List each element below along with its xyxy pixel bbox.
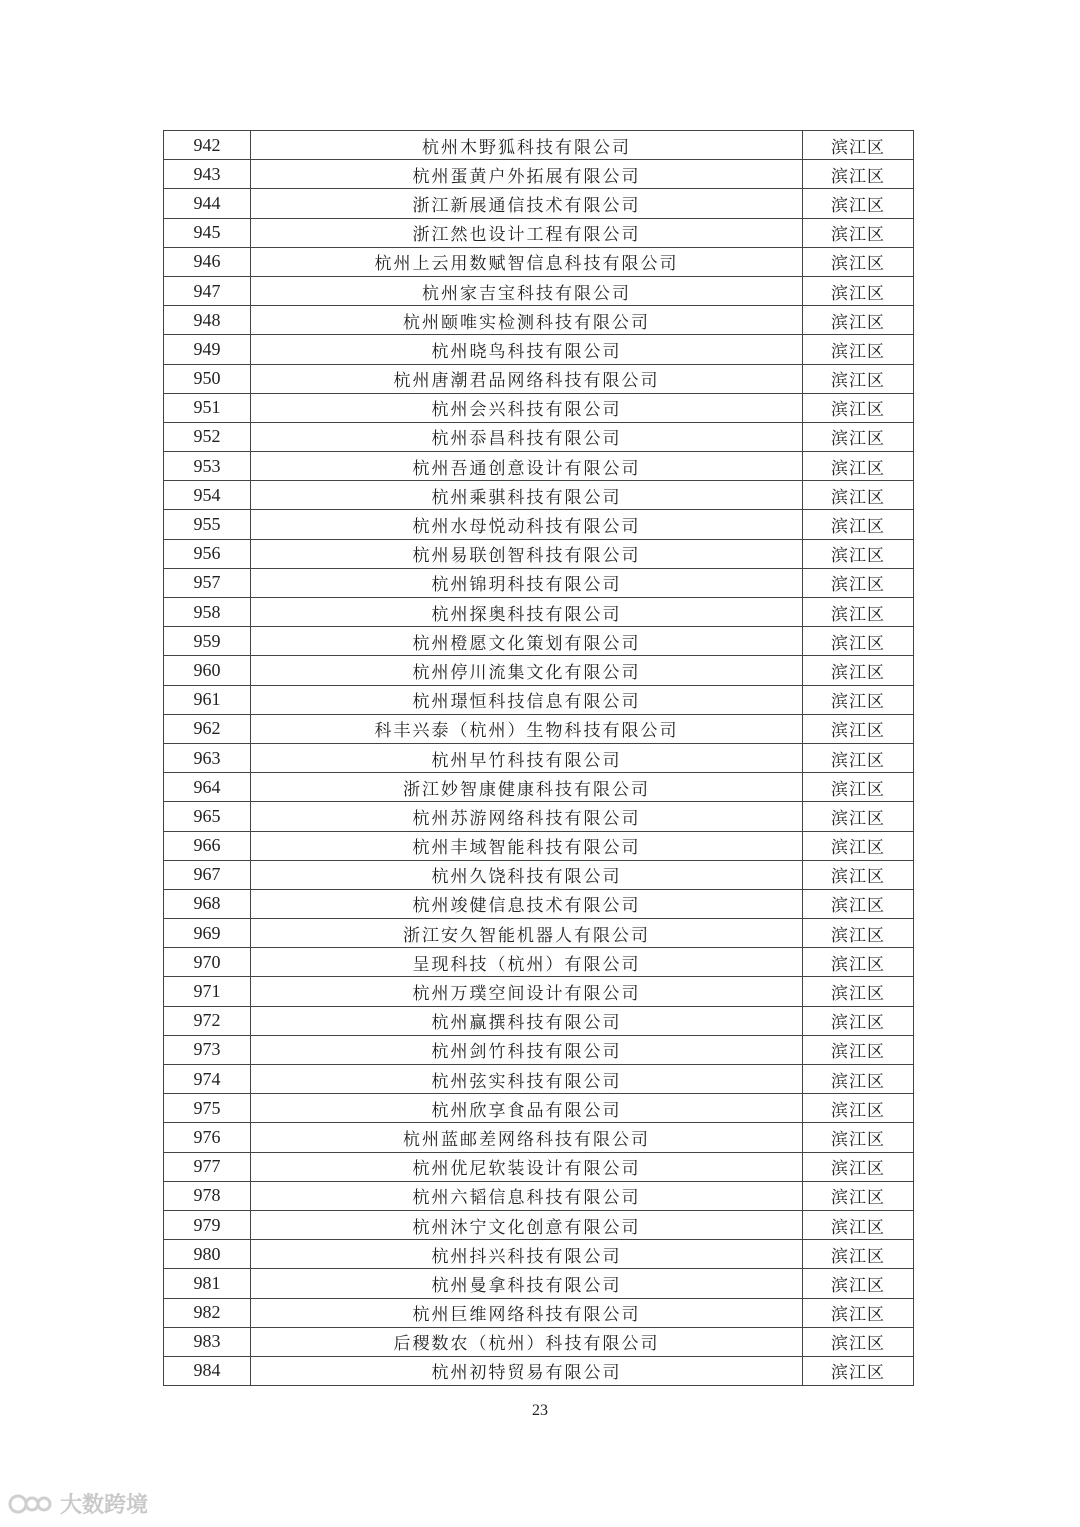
company-name: 浙江安久智能机器人有限公司: [251, 919, 803, 948]
district: 滨江区: [803, 539, 914, 568]
table-row: [164, 1298, 914, 1327]
table-row: [164, 335, 914, 364]
table-row: [164, 481, 914, 510]
table-row: [164, 627, 914, 656]
row-number: 946: [164, 247, 251, 276]
company-name: 杭州丰域智能科技有限公司: [251, 831, 803, 860]
table-row: [164, 1327, 914, 1356]
company-name: 杭州弦实科技有限公司: [251, 1065, 803, 1094]
row-number: 978: [164, 1181, 251, 1210]
row-number: 948: [164, 306, 251, 335]
company-name: 杭州曼拿科技有限公司: [251, 1269, 803, 1298]
row-number: 981: [164, 1269, 251, 1298]
table-row: [164, 1210, 914, 1239]
company-name: 杭州家吉宝科技有限公司: [251, 276, 803, 305]
table-row: [164, 802, 914, 831]
company-name: 杭州水母悦动科技有限公司: [251, 510, 803, 539]
district: 滨江区: [803, 1210, 914, 1239]
company-name: 杭州会兴科技有限公司: [251, 393, 803, 422]
table-row: [164, 189, 914, 218]
district: 滨江区: [803, 685, 914, 714]
table-row: [164, 598, 914, 627]
district: 滨江区: [803, 335, 914, 364]
district: 滨江区: [803, 656, 914, 685]
row-number: 958: [164, 598, 251, 627]
district: 滨江区: [803, 1181, 914, 1210]
row-number: 959: [164, 627, 251, 656]
district: 滨江区: [803, 743, 914, 772]
company-name: 杭州乘骐科技有限公司: [251, 481, 803, 510]
district: 滨江区: [803, 977, 914, 1006]
row-number: 943: [164, 160, 251, 189]
company-name: 杭州久饶科技有限公司: [251, 860, 803, 889]
company-name: 杭州竣健信息技术有限公司: [251, 889, 803, 918]
company-name: 杭州蛋黄户外拓展有限公司: [251, 160, 803, 189]
table-row: [164, 131, 914, 160]
district: 滨江区: [803, 1065, 914, 1094]
row-number: 980: [164, 1240, 251, 1269]
table-row: [164, 247, 914, 276]
district: 滨江区: [803, 802, 914, 831]
company-name: 杭州吾通创意设计有限公司: [251, 452, 803, 481]
row-number: 950: [164, 364, 251, 393]
row-number: 983: [164, 1327, 251, 1356]
watermark-text: 大数跨境: [60, 1493, 149, 1518]
table-row: [164, 1152, 914, 1181]
table-row: [164, 1269, 914, 1298]
district: 滨江区: [803, 1006, 914, 1035]
row-number: 965: [164, 802, 251, 831]
table-row: [164, 977, 914, 1006]
row-number: 961: [164, 685, 251, 714]
district: 滨江区: [803, 1240, 914, 1269]
table-row: [164, 568, 914, 597]
company-name: 杭州忝昌科技有限公司: [251, 422, 803, 451]
table-row: [164, 919, 914, 948]
company-name: 后稷数农（杭州）科技有限公司: [251, 1327, 803, 1356]
table-row: [164, 160, 914, 189]
district: 滨江区: [803, 889, 914, 918]
row-number: 979: [164, 1210, 251, 1239]
row-number: 974: [164, 1065, 251, 1094]
district: 滨江区: [803, 773, 914, 802]
district: 滨江区: [803, 1298, 914, 1327]
district: 滨江区: [803, 1327, 914, 1356]
table-row: [164, 656, 914, 685]
company-name: 杭州颐唯实检测科技有限公司: [251, 306, 803, 335]
company-name: 杭州橙愿文化策划有限公司: [251, 627, 803, 656]
company-name: 浙江妙智康健康科技有限公司: [251, 773, 803, 802]
district: 滨江区: [803, 422, 914, 451]
row-number: 984: [164, 1356, 251, 1385]
row-number: 949: [164, 335, 251, 364]
table-row: [164, 364, 914, 393]
district: 滨江区: [803, 131, 914, 160]
row-number: 982: [164, 1298, 251, 1327]
row-number: 957: [164, 568, 251, 597]
district: 滨江区: [803, 1123, 914, 1152]
district: 滨江区: [803, 714, 914, 743]
company-name: 浙江然也设计工程有限公司: [251, 218, 803, 247]
company-name: 浙江新展通信技术有限公司: [251, 189, 803, 218]
table-row: [164, 1006, 914, 1035]
table-row: [164, 948, 914, 977]
district: 滨江区: [803, 276, 914, 305]
row-number: 969: [164, 919, 251, 948]
table-row: [164, 1035, 914, 1064]
row-number: 976: [164, 1123, 251, 1152]
table-row: [164, 452, 914, 481]
company-name: 呈现科技（杭州）有限公司: [251, 948, 803, 977]
row-number: 972: [164, 1006, 251, 1035]
district: 滨江区: [803, 393, 914, 422]
row-number: 970: [164, 948, 251, 977]
row-number: 955: [164, 510, 251, 539]
row-number: 964: [164, 773, 251, 802]
company-name: 杭州上云用数赋智信息科技有限公司: [251, 247, 803, 276]
company-name: 杭州唐潮君品网络科技有限公司: [251, 364, 803, 393]
company-name: 杭州六韬信息科技有限公司: [251, 1181, 803, 1210]
district: 滨江区: [803, 189, 914, 218]
company-name: 杭州探奥科技有限公司: [251, 598, 803, 627]
table-row: [164, 276, 914, 305]
company-name: 杭州剑竹科技有限公司: [251, 1035, 803, 1064]
table-row: [164, 1094, 914, 1123]
row-number: 947: [164, 276, 251, 305]
row-number: 973: [164, 1035, 251, 1064]
company-name: 科丰兴泰（杭州）生物科技有限公司: [251, 714, 803, 743]
brand-logo-icon: [8, 1491, 54, 1517]
row-number: 944: [164, 189, 251, 218]
company-name: 杭州锦玥科技有限公司: [251, 568, 803, 597]
table-row: [164, 831, 914, 860]
district: 滨江区: [803, 452, 914, 481]
row-number: 975: [164, 1094, 251, 1123]
table-body: [164, 131, 914, 1386]
district: 滨江区: [803, 1035, 914, 1064]
watermark: [8, 1488, 148, 1519]
page-number: 23: [532, 1402, 548, 1419]
table-row: [164, 1181, 914, 1210]
row-number: 968: [164, 889, 251, 918]
company-name: 杭州沐宁文化创意有限公司: [251, 1210, 803, 1239]
company-name: 杭州巨维网络科技有限公司: [251, 1298, 803, 1327]
company-list-table: [163, 130, 914, 1386]
district: 滨江区: [803, 948, 914, 977]
company-name: 杭州早竹科技有限公司: [251, 743, 803, 772]
table-row: [164, 510, 914, 539]
row-number: 966: [164, 831, 251, 860]
district: 滨江区: [803, 598, 914, 627]
table-row: [164, 685, 914, 714]
table-row: [164, 539, 914, 568]
district: 滨江区: [803, 627, 914, 656]
company-name: 杭州璟恒科技信息有限公司: [251, 685, 803, 714]
table-row: [164, 860, 914, 889]
district: 滨江区: [803, 1269, 914, 1298]
row-number: 952: [164, 422, 251, 451]
district: 滨江区: [803, 831, 914, 860]
row-number: 963: [164, 743, 251, 772]
company-name: 杭州易联创智科技有限公司: [251, 539, 803, 568]
district: 滨江区: [803, 568, 914, 597]
district: 滨江区: [803, 860, 914, 889]
table-row: [164, 1240, 914, 1269]
row-number: 953: [164, 452, 251, 481]
table-row: [164, 714, 914, 743]
district: 滨江区: [803, 1152, 914, 1181]
district: 滨江区: [803, 218, 914, 247]
district: 滨江区: [803, 481, 914, 510]
row-number: 945: [164, 218, 251, 247]
company-name: 杭州赢撰科技有限公司: [251, 1006, 803, 1035]
company-name: 杭州抖兴科技有限公司: [251, 1240, 803, 1269]
district: 滨江区: [803, 1094, 914, 1123]
row-number: 942: [164, 131, 251, 160]
table-row: [164, 306, 914, 335]
table-row: [164, 743, 914, 772]
row-number: 962: [164, 714, 251, 743]
district: 滨江区: [803, 1356, 914, 1385]
district: 滨江区: [803, 364, 914, 393]
company-name: 杭州万璞空间设计有限公司: [251, 977, 803, 1006]
company-name: 杭州初特贸易有限公司: [251, 1356, 803, 1385]
row-number: 960: [164, 656, 251, 685]
row-number: 971: [164, 977, 251, 1006]
row-number: 977: [164, 1152, 251, 1181]
district: 滨江区: [803, 919, 914, 948]
company-name: 杭州苏游网络科技有限公司: [251, 802, 803, 831]
table-row: [164, 218, 914, 247]
table-row: [164, 393, 914, 422]
table-row: [164, 1123, 914, 1152]
row-number: 951: [164, 393, 251, 422]
row-number: 967: [164, 860, 251, 889]
company-name: 杭州欣享食品有限公司: [251, 1094, 803, 1123]
company-name: 杭州木野狐科技有限公司: [251, 131, 803, 160]
company-name: 杭州蓝邮差网络科技有限公司: [251, 1123, 803, 1152]
row-number: 954: [164, 481, 251, 510]
district: 滨江区: [803, 510, 914, 539]
district: 滨江区: [803, 160, 914, 189]
district: 滨江区: [803, 306, 914, 335]
row-number: 956: [164, 539, 251, 568]
district: 滨江区: [803, 247, 914, 276]
table-row: [164, 889, 914, 918]
company-name: 杭州晓鸟科技有限公司: [251, 335, 803, 364]
company-name: 杭州停川流集文化有限公司: [251, 656, 803, 685]
table-row: [164, 773, 914, 802]
company-name: 杭州优尼软装设计有限公司: [251, 1152, 803, 1181]
table-row: [164, 1356, 914, 1385]
table-row: [164, 1065, 914, 1094]
table-row: [164, 422, 914, 451]
